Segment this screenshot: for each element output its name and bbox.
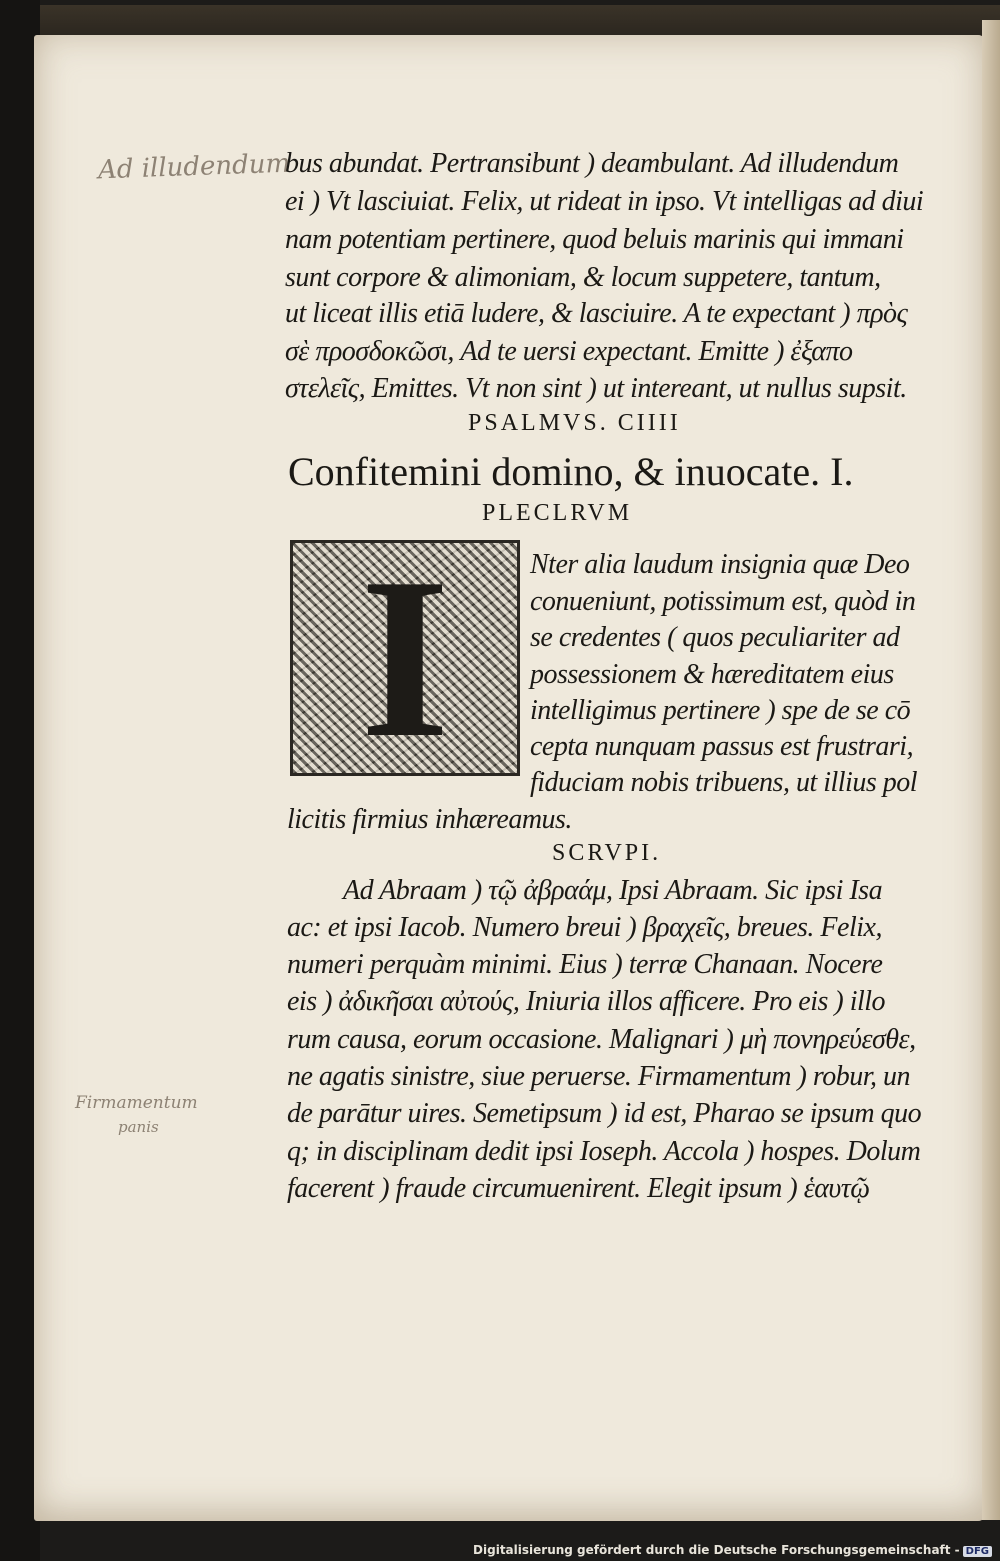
text-line: numeri perquàm minimi. Eius ) terræ Chanaan. Nocere: [287, 949, 883, 980]
text-line: Nter alia laudum insignia quæ Deo: [530, 549, 910, 580]
text-line: rum causa, eorum occasione. Malignari ) μὴ πονηρεύεσθε,: [287, 1024, 916, 1055]
text-line: eis ) ἀδικῆσαι αὐτούς, Iniuria illos afficere. Pro eis ) illo: [287, 986, 886, 1017]
text-line: ne agatis sinistre, siue peruerse. Firmamentum ) robur, un: [287, 1061, 910, 1092]
text-line: intelligimus pertinere ) spe de se cō: [530, 695, 911, 726]
text-line: ei ) Vt lasciuiat. Felix, ut rideat in ipso. Vt intelligas ad diui: [285, 186, 924, 217]
text-line: licitis firmius inhæreamus.: [287, 804, 572, 835]
section-heading-pleclrum: PLECLRVM: [482, 500, 633, 526]
text-line: ac: et ipsi Iacob. Numero breui ) βραχεῖς, breues. Felix,: [287, 912, 882, 943]
text-line: bus abundat. Pertransibunt ) deambulant. Ad illudendum: [285, 148, 899, 179]
footer-credit: [473, 1543, 992, 1557]
book-top-edge: [40, 5, 1000, 39]
dfg-logo: DFG: [963, 1546, 992, 1557]
marginal-note-1: Ad illudendum: [97, 148, 291, 186]
text-line: facerent ) fraude circumuenirent. Elegit ipsum ) ἑαυτῷ: [287, 1173, 870, 1204]
initial-letter: I: [360, 530, 450, 785]
text-line: σὲ προσδοκῶσι, Ad te uersi expectant. Emitte ) ἐξαπο: [285, 336, 853, 367]
page-fore-edge: [982, 20, 1000, 1520]
text-line: nam potentiam pertinere, quod beluis marinis qui immani: [285, 224, 904, 255]
text-line: fiduciam nobis tribuens, ut illius pol: [530, 767, 918, 798]
text-line: de parātur uires. Semetipsum ) id est, Pharao se ipsum quo: [287, 1098, 922, 1129]
text-line: ut liceat illis etiā ludere, & lasciuire. A te expectant ) πρὸς: [285, 298, 908, 329]
marginal-note-3: panis: [118, 1118, 159, 1136]
text-line: possessionem & hæreditatem eius: [530, 659, 894, 690]
text-line: στελεῖς, Emittes. Vt non sint ) ut intereant, ut nullus supsit.: [285, 373, 907, 404]
marginal-note-2: Firmamentum: [75, 1093, 198, 1113]
decorated-initial: [290, 530, 520, 785]
text-line: Ad Abraam ) τῷ ἀβραάμ, Ipsi Abraam. Sic ipsi Isa: [343, 875, 883, 906]
footer-text: Digitalisierung gefördert durch die Deutsche Forschungsgemeinschaft -: [473, 1543, 960, 1557]
text-line: conueniunt, potissimum est, quòd in: [530, 586, 916, 617]
text-line: se credentes ( quos peculiariter ad: [530, 622, 900, 653]
psalm-incipit: Confitemini domino, & inuocate. I.: [288, 449, 854, 494]
text-line: cepta nunquam passus est frustrari,: [530, 731, 914, 762]
text-line: q; in disciplinam dedit ipsi Ioseph. Accola ) hospes. Dolum: [287, 1136, 921, 1167]
section-heading-scrupi: SCRVPI.: [552, 840, 662, 866]
psalm-heading: PSALMVS. CIIII: [468, 410, 681, 436]
text-line: sunt corpore & alimoniam, & locum suppetere, tantum,: [285, 262, 881, 293]
